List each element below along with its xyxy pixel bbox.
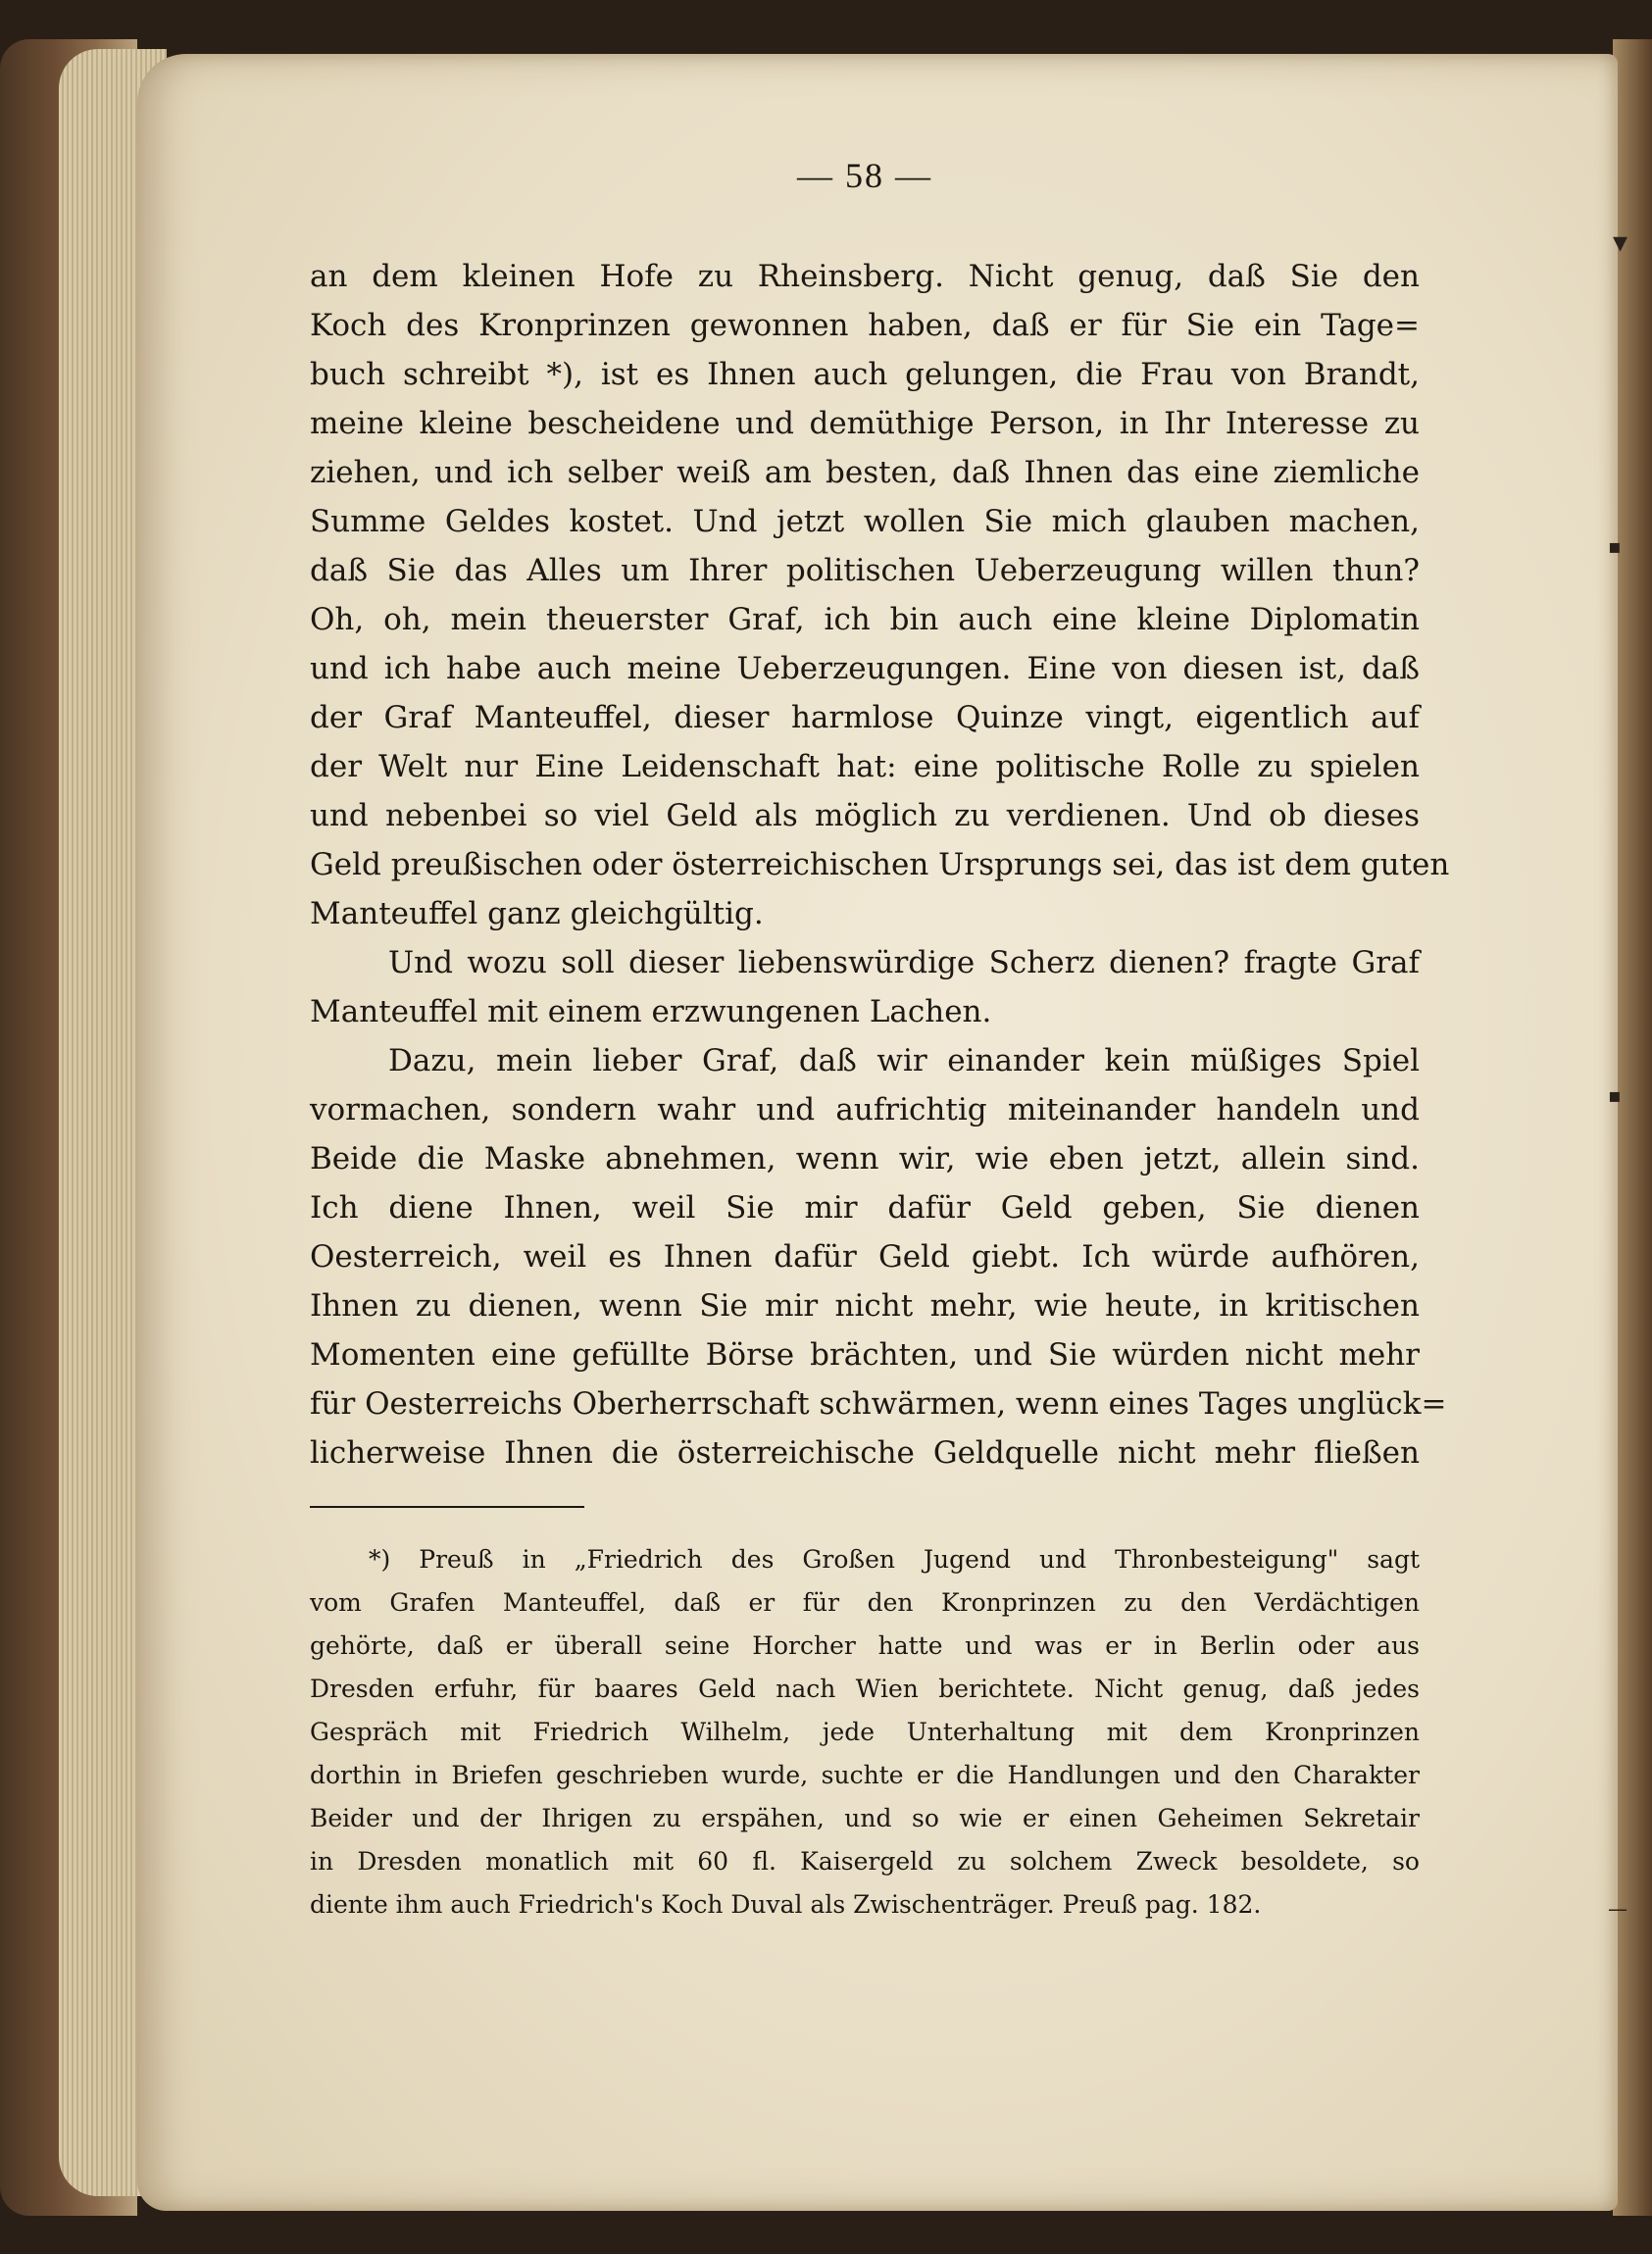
body-line: Oh, oh, mein theuerster Graf, ich bin auch eine kleine Diplomatin	[310, 602, 1420, 637]
footnote-line: vom Grafen Manteuffel, daß er für den Kronprinzen zu den Verdächtigen	[310, 1588, 1420, 1617]
body-line: licherweise Ihnen die österreichische Geldquelle nicht mehr fließen	[310, 1435, 1420, 1471]
body-line: Dazu, mein lieber Graf, daß wir einander kein müßiges Spiel	[388, 1043, 1420, 1078]
body-line: daß Sie das Alles um Ihrer politischen Ueberzeugung willen thun?	[310, 553, 1420, 588]
body-line: Manteuffel mit einem erzwungenen Lachen.	[310, 994, 992, 1029]
body-line: Beide die Maske abnehmen, wenn wir, wie eben jetzt, allein sind.	[310, 1141, 1420, 1177]
body-line: Ich diene Ihnen, weil Sie mir dafür Geld geben, Sie dienen	[310, 1190, 1420, 1226]
book-cover-right-edge	[1613, 39, 1652, 2216]
margin-mark: ▪	[1608, 1083, 1622, 1107]
body-line: und nebenbei so viel Geld als möglich zu verdienen. Und ob dieses	[310, 798, 1420, 833]
body-line: meine kleine bescheidene und demüthige Person, in Ihr Interesse zu	[310, 406, 1420, 441]
footnote-line: gehörte, daß er überall seine Horcher hatte und was er in Berlin oder aus	[310, 1631, 1420, 1660]
body-line: an dem kleinen Hofe zu Rheinsberg. Nicht genug, daß Sie den	[310, 259, 1420, 294]
footnote-line: Dresden erfuhr, für baares Geld nach Wien berichtete. Nicht genug, daß jedes	[310, 1675, 1420, 1703]
body-line: ziehen, und ich selber weiß am besten, daß Ihnen das eine ziemliche	[310, 455, 1420, 490]
body-line: Koch des Kronprinzen gewonnen haben, daß er für Sie ein Tage=	[310, 308, 1420, 343]
margin-mark: ▪	[1608, 534, 1622, 558]
footnote-divider	[310, 1506, 584, 1508]
body-line: und ich habe auch meine Ueberzeugungen. Eine von diesen ist, daß	[310, 651, 1420, 686]
footnote-line: *) Preuß in „Friedrich des Großen Jugend und Thronbesteigung" sagt	[369, 1545, 1420, 1574]
body-line: Ihnen zu dienen, wenn Sie mir nicht mehr, wie heute, in kritischen	[310, 1288, 1420, 1324]
body-line: Manteuffel ganz gleichgültig.	[310, 896, 764, 931]
footnote-line: dorthin in Briefen geschrieben wurde, suchte er die Handlungen und den Charakter	[310, 1761, 1420, 1789]
body-line: Und wozu soll dieser liebenswürdige Scherz dienen? fragte Graf	[388, 945, 1420, 980]
body-line: vormachen, sondern wahr und aufrichtig miteinander handeln und	[310, 1092, 1420, 1127]
footnote-line: diente ihm auch Friedrich's Koch Duval als Zwischenträger. Preuß pag. 182.	[310, 1890, 1262, 1919]
body-line: Geld preußischen oder österreichischen Ursprungs sei, das ist dem guten	[310, 847, 1450, 882]
body-line: Oesterreich, weil es Ihnen dafür Geld giebt. Ich würde aufhören,	[310, 1239, 1420, 1275]
body-line: buch schreibt *), ist es Ihnen auch gelungen, die Frau von Brandt,	[310, 357, 1420, 392]
body-line: der Graf Manteuffel, dieser harmlose Quinze vingt, eigentlich auf	[310, 700, 1420, 735]
footnote-line: Gespräch mit Friedrich Wilhelm, jede Unterhaltung mit dem Kronprinzen	[310, 1718, 1420, 1746]
margin-mark: ▾	[1613, 225, 1628, 260]
body-line: Momenten eine gefüllte Börse brächten, und Sie würden nicht mehr	[310, 1337, 1420, 1373]
body-line: für Oesterreichs Oberherrschaft schwärmen, wenn eines Tages unglück=	[310, 1386, 1447, 1422]
footnote-line: in Dresden monatlich mit 60 fl. Kaisergeld zu solchem Zweck besoldete, so	[310, 1847, 1420, 1876]
footnote-line: Beider und der Ihrigen zu erspähen, und so wie er einen Geheimen Sekretair	[310, 1804, 1420, 1832]
body-line: Summe Geldes kostet. Und jetzt wollen Sie mich glauben machen,	[310, 504, 1420, 539]
body-line: der Welt nur Eine Leidenschaft hat: eine politische Rolle zu spielen	[310, 749, 1420, 784]
page-number: — 58 —	[797, 156, 932, 195]
margin-mark: —	[1608, 1897, 1627, 1921]
